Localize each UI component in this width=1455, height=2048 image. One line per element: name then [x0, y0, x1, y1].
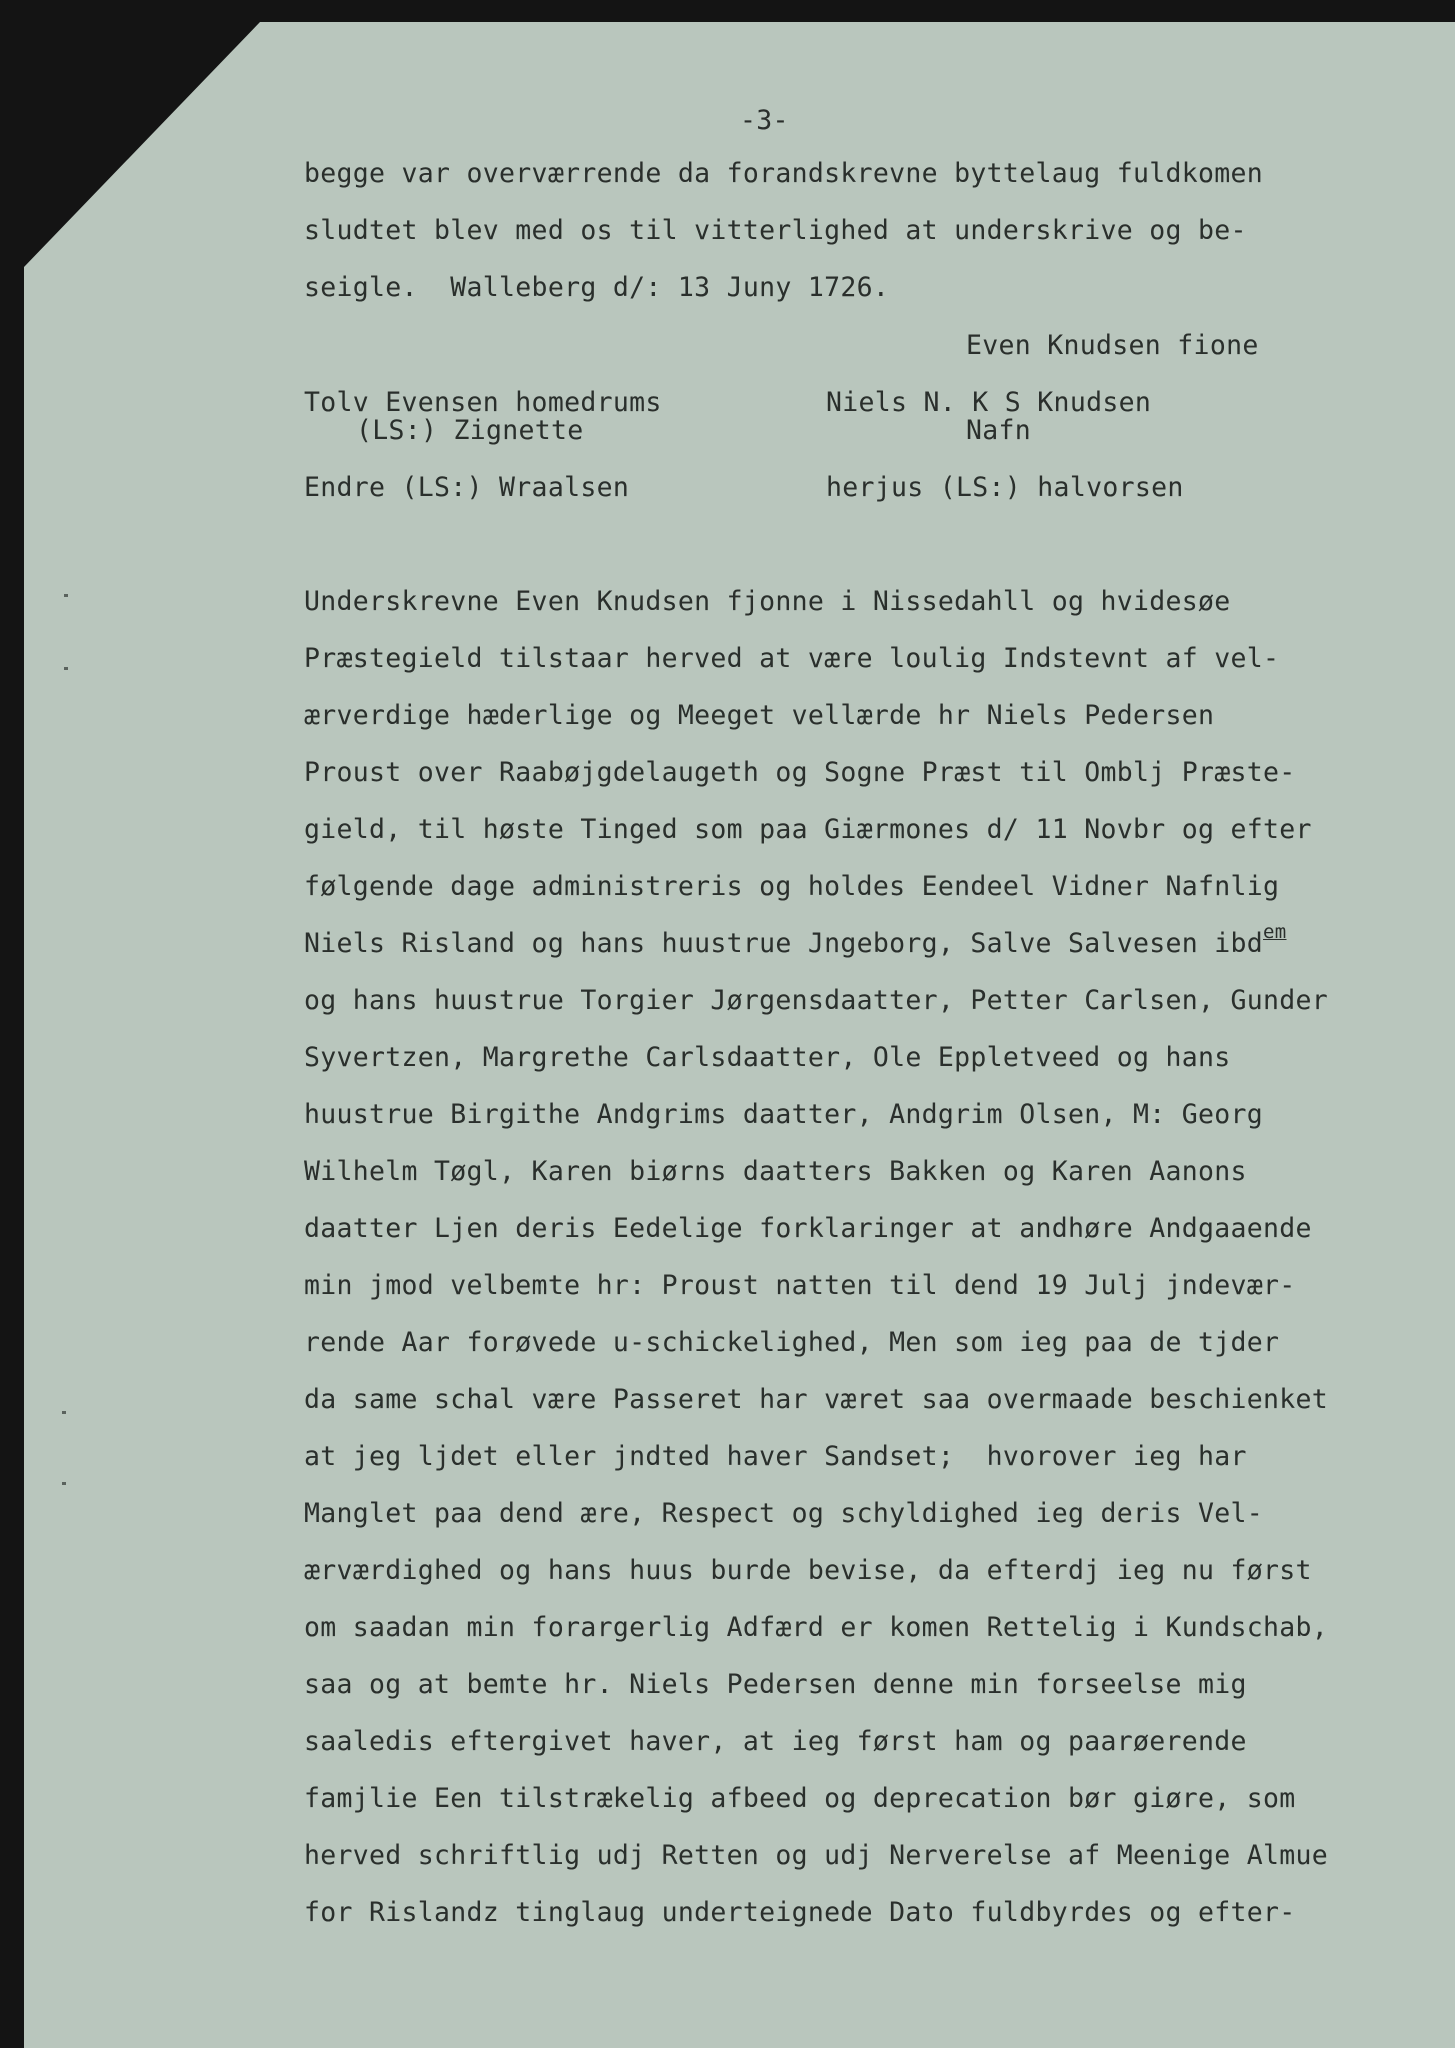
- body-line: ærværdighed og hans huus burde bevise, da efterdj ieg nu først: [304, 1555, 1312, 1586]
- margin-mark: [64, 667, 68, 670]
- body-line: ærverdige hæderlige og Meeget vellærde hr Niels Pedersen: [304, 700, 1215, 731]
- signature-tolv-evensen: Tolv Evensen homedrums: [304, 387, 662, 418]
- body-line: saa og at bemte hr. Niels Pedersen denne min forseelse mig: [304, 1669, 1247, 1700]
- body-line: at jeg ljdet eller jndted haver Sandset; hvorover ieg har: [304, 1441, 1247, 1472]
- margin-mark: [64, 594, 68, 597]
- body-line: følgende dage administreris og holdes Eendeel Vidner Nafnlig: [304, 871, 1280, 902]
- body-line: Wilhelm Tøgl, Karen biørns daatters Bakken og Karen Aanons: [304, 1156, 1247, 1187]
- page-number: -3-: [740, 105, 789, 136]
- signature-even-knudsen: Even Knudsen fione: [966, 330, 1259, 361]
- opening-line-3: seigle. Walleberg d/: 13 Juny 1726.: [304, 272, 890, 303]
- signature-herjus-halvorsen: herjus (LS:) halvorsen: [826, 472, 1184, 503]
- body-line: huustrue Birgithe Andgrims daatter, Andgrim Olsen, M: Georg: [304, 1099, 1264, 1130]
- body-line: Proust over Raabøjgdelaugeth og Sogne Præst til Omblj Præste-: [304, 757, 1296, 788]
- opening-line-2: sludtet blev med os til vitterlighed at underskrive og be-: [304, 215, 1247, 246]
- signature-niels-knudsen: Niels N. K S Knudsen: [826, 387, 1152, 418]
- body-line: om saadan min forargerlig Adfærd er komen Rettelig i Kundschab,: [304, 1612, 1329, 1643]
- opening-line-1: begge var overværrende da forandskrevne byttelaug fuldkomen: [304, 158, 1264, 189]
- body-line: Syvertzen, Margrethe Carlsdaatter, Ole Eppletveed og hans: [304, 1042, 1231, 1073]
- body-line: famjlie Een tilstrækelig afbeed og deprecation bør giøre, som: [304, 1783, 1296, 1814]
- body-line: da same schal være Passeret har været saa overmaade beschienket: [304, 1384, 1329, 1415]
- margin-mark: [62, 1411, 66, 1414]
- signature-tolv-evensen-seal: (LS:) Zignette: [356, 415, 584, 446]
- margin-mark: [62, 1482, 66, 1485]
- signature-niels-knudsen-nafn: Nafn: [966, 415, 1032, 446]
- superscript-em: em: [1263, 921, 1287, 943]
- body-line: gield, til høste Tinged som paa Giærmones d/ 11 Novbr og efter: [304, 814, 1312, 845]
- body-line: Manglet paa dend ære, Respect og schyldighed ieg deris Vel-: [304, 1498, 1264, 1529]
- body-line-with-superscript: [304, 921, 1287, 961]
- body-line: min jmod velbemte hr: Proust natten til dend 19 Julj jndevær-: [304, 1270, 1296, 1301]
- body-line: Præstegield tilstaar herved at være loulig Indstevnt af vel-: [304, 643, 1280, 674]
- signature-endre-wraalsen: Endre (LS:) Wraalsen: [304, 472, 630, 503]
- body-line: saaledis eftergivet haver, at ieg først ham og paarøerende: [304, 1726, 1247, 1757]
- body-line-text: Niels Risland og hans huustrue Jngeborg, Salve Salvesen ibd: [304, 928, 1264, 959]
- body-line: daatter Ljen deris Eedelige forklaringer at andhøre Andgaaende: [304, 1213, 1312, 1244]
- body-line: og hans huustrue Torgier Jørgensdaatter, Petter Carlsen, Gunder: [304, 985, 1329, 1016]
- body-line: for Rislandz tinglaug underteignede Dato fuldbyrdes og efter-: [304, 1897, 1296, 1928]
- body-line: rende Aar forøvede u-schickelighed, Men som ieg paa de tjder: [304, 1327, 1280, 1358]
- body-line: herved schriftlig udj Retten og udj Nerverelse af Meenige Almue: [304, 1840, 1329, 1871]
- body-line: Underskrevne Even Knudsen fjonne i Nissedahll og hvidesøe: [304, 586, 1231, 617]
